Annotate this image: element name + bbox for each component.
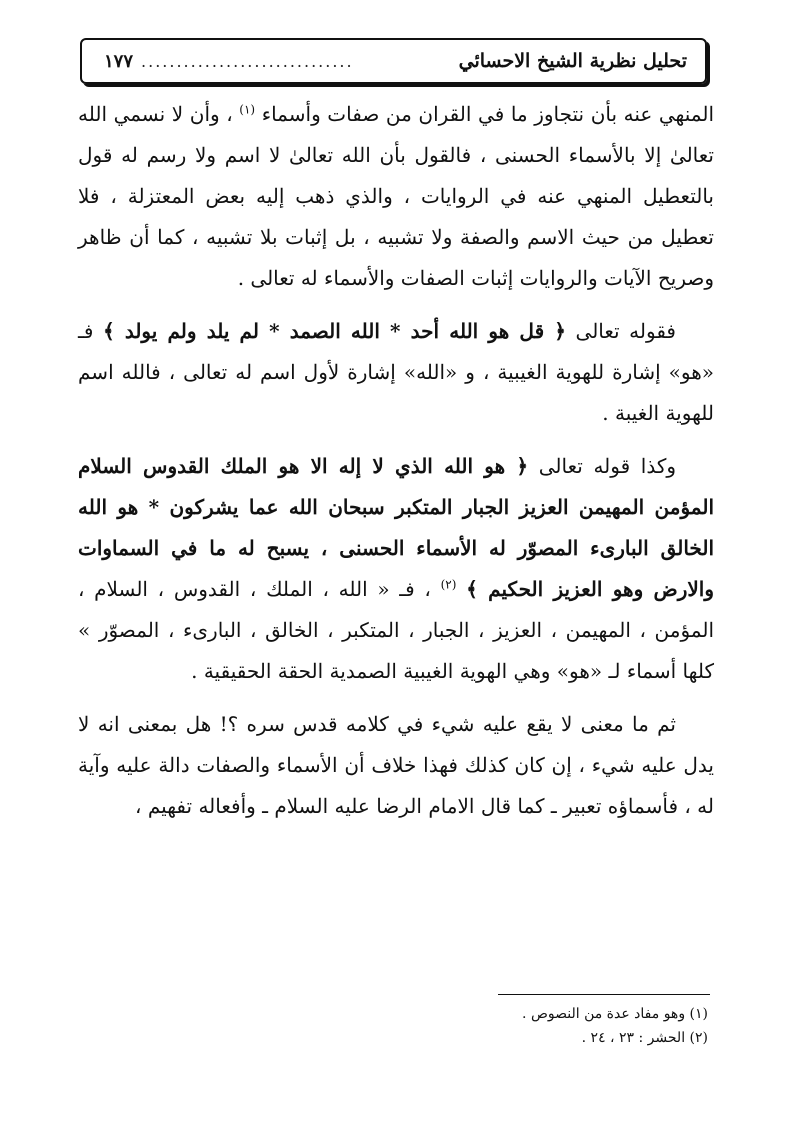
footnote-2: (٢) الحشر : ٢٣ ، ٢٤ . xyxy=(581,1030,708,1046)
paragraph-4-text: ثم ما معنى لا يقع عليه شيء في كلامه قدس سره ؟! هل بمعنى انه لا يدل عليه شيء ، إن كان كذلك فهذا خلاف أن الأسماء والصفات دالة عليه وآية له ، فأسماؤه تعبير ـ كما قال الامام الرضا عليه السلام ـ وأفعاله تفهيم ، xyxy=(78,712,714,818)
footnote-separator xyxy=(498,994,710,995)
footnote-ref-1[interactable]: (١) xyxy=(239,102,256,117)
page-number: ١٧٧ xyxy=(104,50,134,72)
paragraph-3 xyxy=(78,446,714,692)
paragraph-2-lead: فقوله تعالى xyxy=(575,319,676,343)
paragraph-1-text-b: ، وأن لا نسمي الله تعالىٰ إلا بالأسماء الحسنى ، فالقول بأن الله تعالىٰ لا اسم ولا رسم له قول بالتعطيل المنهي عنه في الروايات ، والذي ذهب إليه بعض المعتزلة ، فلا تعطيل من حيث الاسم والصفة ولا تشبيه ، بل إثبات بلا تشبيه ، كما أن ظاهر وصريح الآيات والروايات إثبات الصفات والأسماء له تعالى . xyxy=(78,102,714,290)
page-body xyxy=(78,94,714,827)
footnote-ref-2[interactable]: (٢) xyxy=(440,577,457,592)
paragraph-2-rest: فـ «هو» إشارة للهوية الغيبية ، و «الله» إشارة لأول اسم له تعالى ، فالله اسم للهوية الغيبة . xyxy=(78,319,714,425)
header-leader-dots: .............................. xyxy=(141,51,354,71)
paragraph-1 xyxy=(78,94,714,299)
paragraph-3-rest: ، فـ « الله ، الملك ، القدوس ، السلام ، المؤمن ، المهيمن ، العزيز ، الجبار ، المتكبر ، الخالق ، البارىء ، المصوّر » كلها أسماء لـ «هو» وهي الهوية الغيبية الصمدية الحقة الحقيقية . xyxy=(78,577,714,683)
paragraph-1-text-a: المنهي عنه بأن نتجاوز ما في القران من صفات وأسماء xyxy=(261,102,715,126)
quran-verse-hashr: ﴿ هو الله الذي لا إله الا هو الملك القدوس السلام المؤمن المهيمن العزيز الجبار المتكبر سبحان الله عما يشركون * هو الله الخالق البارىء المصوّر له الأسماء الحسنى ، يسبح له ما في السماوات والارض وهو العزيز الحكيم ﴾ xyxy=(78,454,715,601)
paragraph-3-lead: وكذا قوله تعالى xyxy=(538,454,677,478)
footnote-1: (١) وهو مفاد عدة من النصوص . xyxy=(522,1006,708,1022)
paragraph-4 xyxy=(78,704,714,827)
footnotes xyxy=(300,1002,708,1050)
paragraph-2 xyxy=(78,311,714,434)
page-header xyxy=(80,38,707,84)
quran-verse-ikhlas: ﴿ قل هو الله أحد * الله الصمد * لم يلد ولم يولد ﴾ xyxy=(102,319,566,343)
running-title: تحليل نظرية الشيخ الاحسائي xyxy=(458,50,687,72)
